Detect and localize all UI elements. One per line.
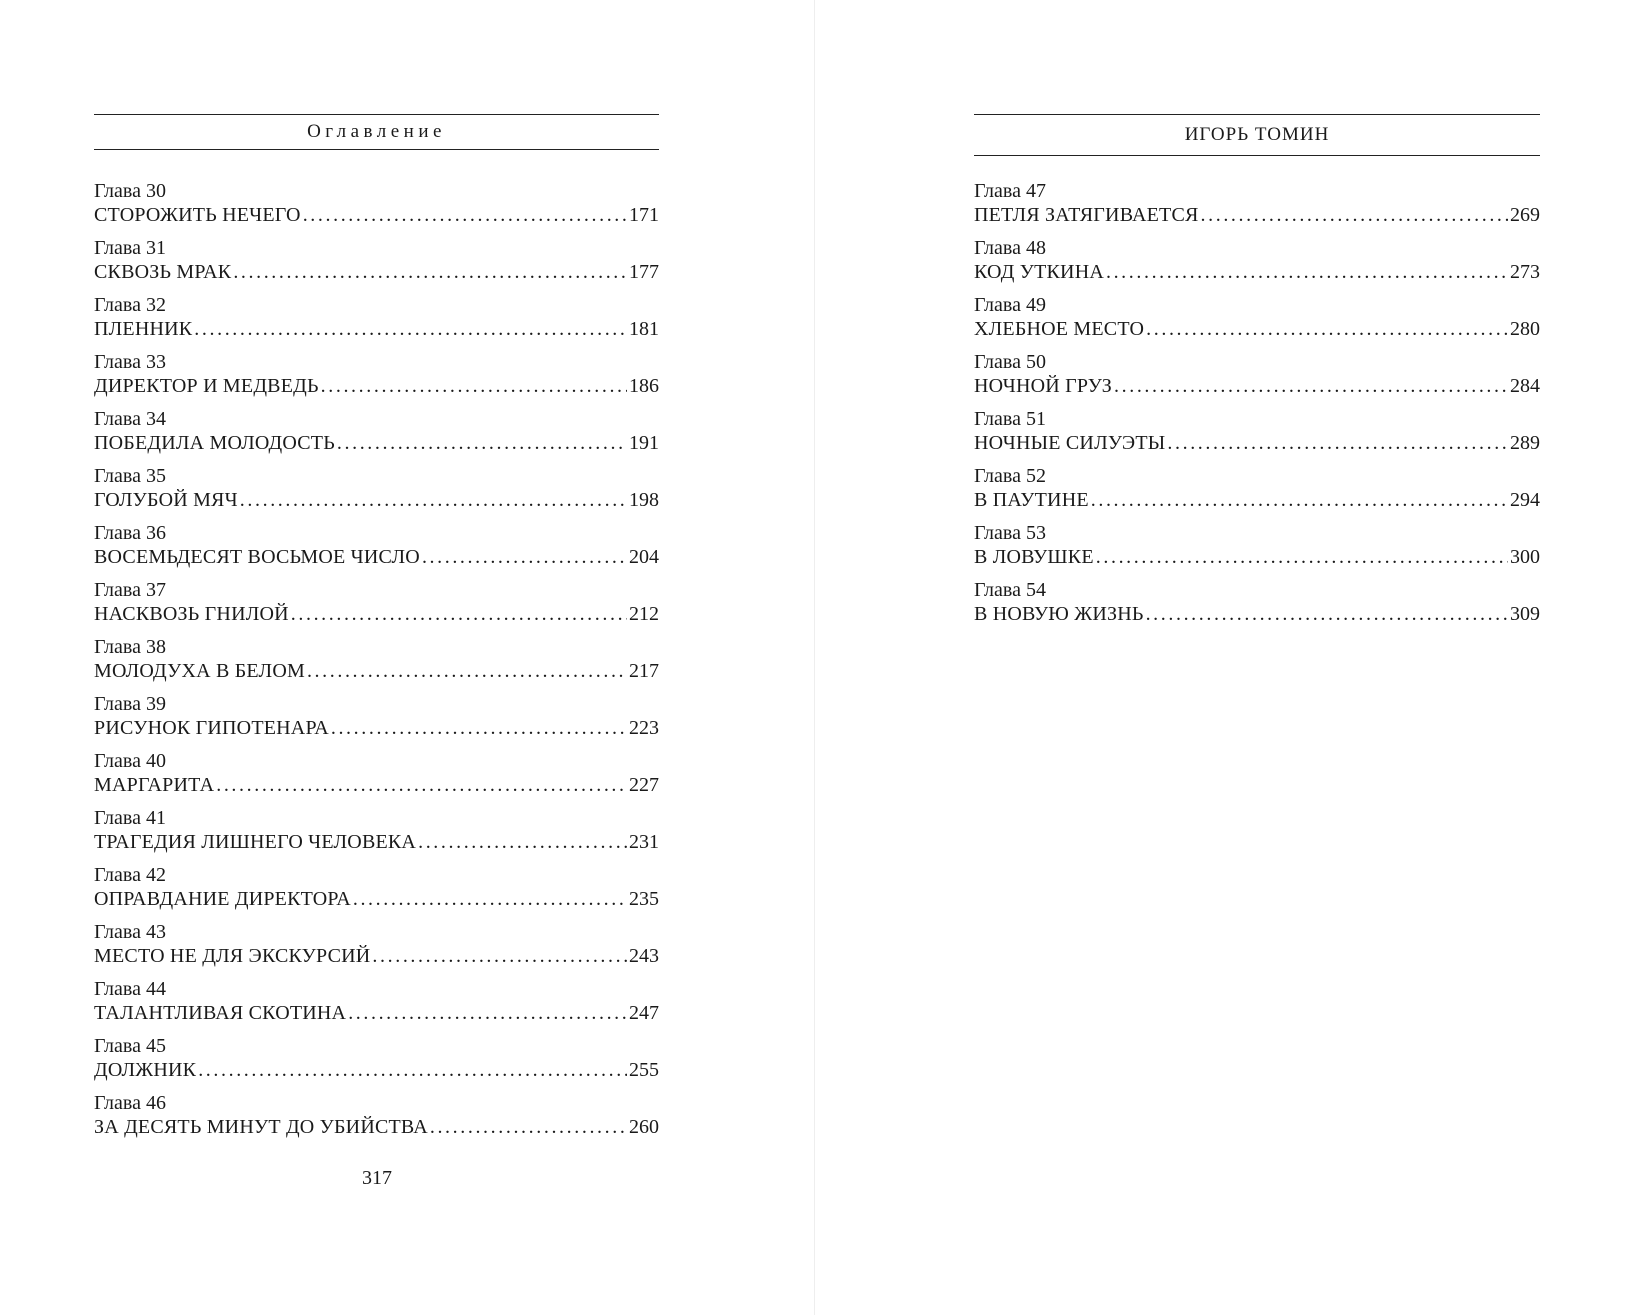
- chapter-title: НОЧНЫЕ СИЛУЭТЫ: [974, 432, 1166, 454]
- chapter-title: СКВОЗЬ МРАК: [94, 261, 232, 283]
- running-head-right: [974, 114, 1540, 156]
- chapter-title: ОПРАВДАНИЕ ДИРЕКТОРА: [94, 888, 351, 910]
- toc-entry[interactable]: [94, 693, 659, 750]
- chapter-label: Глава 47: [974, 180, 1046, 202]
- chapter-title: ЗА ДЕСЯТЬ МИНУТ ДО УБИЙСТВА: [94, 1116, 428, 1138]
- chapter-title: КОД УТКИНА: [974, 261, 1104, 283]
- toc-entry[interactable]: [94, 180, 659, 237]
- chapter-page-number: 227: [629, 774, 659, 796]
- toc-entry[interactable]: [94, 864, 659, 921]
- dot-leader: [233, 260, 627, 285]
- chapter-label: Глава 36: [94, 522, 166, 544]
- dot-leader: [1167, 431, 1508, 456]
- chapter-title-line: [94, 773, 659, 798]
- chapter-label: Глава 30: [94, 180, 166, 202]
- dot-leader: [194, 317, 627, 342]
- chapter-title-line: [94, 659, 659, 684]
- toc-entry[interactable]: [974, 294, 1540, 351]
- chapter-label: Глава 48: [974, 237, 1046, 259]
- chapter-label: Глава 54: [974, 579, 1046, 601]
- left-page: [0, 0, 814, 1315]
- chapter-title-line: [94, 1001, 659, 1026]
- dot-leader: [422, 545, 627, 570]
- chapter-label: Глава 43: [94, 921, 166, 943]
- running-head-title: Оглавление: [307, 121, 446, 142]
- chapter-title-line: [974, 602, 1540, 627]
- dot-leader: [1096, 545, 1508, 570]
- toc-entry[interactable]: [94, 579, 659, 636]
- chapter-page-number: 280: [1510, 318, 1540, 340]
- chapter-label: Глава 40: [94, 750, 166, 772]
- chapter-label: Глава 42: [94, 864, 166, 886]
- toc-entry[interactable]: [94, 750, 659, 807]
- toc-entry[interactable]: [974, 579, 1540, 636]
- chapter-title-line: [94, 374, 659, 399]
- chapter-title: ПЕТЛЯ ЗАТЯГИВАЕТСЯ: [974, 204, 1199, 226]
- chapter-title: НАСКВОЗЬ ГНИЛОЙ: [94, 603, 289, 625]
- chapter-label: Глава 39: [94, 693, 166, 715]
- dot-leader: [1201, 203, 1508, 228]
- chapter-label: Глава 52: [974, 465, 1046, 487]
- chapter-title: МЕСТО НЕ ДЛЯ ЭКСКУРСИЙ: [94, 945, 371, 967]
- dot-leader: [198, 1058, 627, 1083]
- chapter-title: ДИРЕКТОР И МЕДВЕДЬ: [94, 375, 319, 397]
- chapter-title-line: [94, 1058, 659, 1083]
- chapter-title-line: [94, 488, 659, 513]
- toc-entry[interactable]: [974, 408, 1540, 465]
- chapter-title: В ПАУТИНЕ: [974, 489, 1089, 511]
- chapter-label: Глава 46: [94, 1092, 166, 1114]
- chapter-label: Глава 38: [94, 636, 166, 658]
- chapter-page-number: 309: [1510, 603, 1540, 625]
- chapter-page-number: 181: [629, 318, 659, 340]
- toc-entry[interactable]: [94, 408, 659, 465]
- chapter-title: СТОРОЖИТЬ НЕЧЕГО: [94, 204, 301, 226]
- chapter-title: ДОЛЖНИК: [94, 1059, 197, 1081]
- chapter-label: Глава 45: [94, 1035, 166, 1057]
- chapter-page-number: 300: [1510, 546, 1540, 568]
- chapter-page-number: 177: [629, 261, 659, 283]
- chapter-title-line: [94, 887, 659, 912]
- dot-leader: [1106, 260, 1508, 285]
- dot-leader: [1146, 602, 1508, 627]
- chapter-page-number: 273: [1510, 261, 1540, 283]
- dot-leader: [430, 1115, 627, 1140]
- toc-entry[interactable]: [94, 1092, 659, 1149]
- chapter-title-line: [94, 260, 659, 285]
- toc-entry[interactable]: [94, 522, 659, 579]
- chapter-label: Глава 35: [94, 465, 166, 487]
- chapter-title: ПЛЕННИК: [94, 318, 193, 340]
- chapter-title: МАРГАРИТА: [94, 774, 215, 796]
- running-head-left: [94, 114, 659, 150]
- dot-leader: [1114, 374, 1508, 399]
- chapter-title-line: [974, 317, 1540, 342]
- toc-entry[interactable]: [974, 237, 1540, 294]
- chapter-label: Глава 32: [94, 294, 166, 316]
- chapter-title-line: [94, 317, 659, 342]
- chapter-title-line: [94, 1115, 659, 1140]
- toc-entry[interactable]: [974, 465, 1540, 522]
- toc-entry[interactable]: [974, 351, 1540, 408]
- toc-entry[interactable]: [94, 465, 659, 522]
- chapter-title: В НОВУЮ ЖИЗНЬ: [974, 603, 1144, 625]
- chapter-title: ТАЛАНТЛИВАЯ СКОТИНА: [94, 1002, 347, 1024]
- chapter-label: Глава 53: [974, 522, 1046, 544]
- chapter-label: Глава 33: [94, 351, 166, 373]
- chapter-title: НОЧНОЙ ГРУЗ: [974, 375, 1113, 397]
- toc-entry[interactable]: [94, 1035, 659, 1092]
- chapter-title: ХЛЕБНОЕ МЕСТО: [974, 318, 1145, 340]
- dot-leader: [240, 488, 627, 513]
- toc-entry[interactable]: [94, 636, 659, 693]
- toc-entry[interactable]: [94, 237, 659, 294]
- chapter-title: ВОСЕМЬДЕСЯТ ВОСЬМОЕ ЧИСЛО: [94, 546, 420, 568]
- toc-entry[interactable]: [94, 978, 659, 1035]
- dot-leader: [331, 716, 627, 741]
- dot-leader: [303, 203, 627, 228]
- chapter-label: Глава 31: [94, 237, 166, 259]
- chapter-page-number: 217: [629, 660, 659, 682]
- dot-leader: [348, 1001, 627, 1026]
- chapter-page-number: 191: [629, 432, 659, 454]
- chapter-page-number: 198: [629, 489, 659, 511]
- table-of-contents-right: [974, 180, 1540, 636]
- chapter-title-line: [974, 374, 1540, 399]
- chapter-label: Глава 51: [974, 408, 1046, 430]
- toc-entry[interactable]: [974, 180, 1540, 237]
- chapter-page-number: 269: [1510, 204, 1540, 226]
- chapter-page-number: 247: [629, 1002, 659, 1024]
- dot-leader: [418, 830, 627, 855]
- chapter-page-number: 171: [629, 204, 659, 226]
- chapter-title: ГОЛУБОЙ МЯЧ: [94, 489, 238, 511]
- chapter-label: Глава 37: [94, 579, 166, 601]
- chapter-page-number: 223: [629, 717, 659, 739]
- chapter-page-number: 294: [1510, 489, 1540, 511]
- chapter-title-line: [94, 602, 659, 627]
- toc-entry[interactable]: [94, 807, 659, 864]
- dot-leader: [1146, 317, 1508, 342]
- chapter-label: Глава 44: [94, 978, 166, 1000]
- chapter-title-line: [974, 545, 1540, 570]
- toc-entry[interactable]: [94, 921, 659, 978]
- chapter-title-line: [974, 203, 1540, 228]
- chapter-title-line: [974, 431, 1540, 456]
- chapter-title-line: [94, 830, 659, 855]
- chapter-page-number: 186: [629, 375, 659, 397]
- chapter-page-number: 260: [629, 1116, 659, 1138]
- chapter-title: В ЛОВУШКЕ: [974, 546, 1094, 568]
- dot-leader: [1091, 488, 1508, 513]
- chapter-title-line: [974, 488, 1540, 513]
- toc-entry[interactable]: [974, 522, 1540, 579]
- toc-entry[interactable]: [94, 294, 659, 351]
- chapter-title-line: [94, 716, 659, 741]
- chapter-title: ПОБЕДИЛА МОЛОДОСТЬ: [94, 432, 335, 454]
- chapter-page-number: 255: [629, 1059, 659, 1081]
- dot-leader: [291, 602, 627, 627]
- right-page: [815, 0, 1629, 1315]
- toc-entry[interactable]: [94, 351, 659, 408]
- chapter-label: Глава 41: [94, 807, 166, 829]
- chapter-title: ТРАГЕДИЯ ЛИШНЕГО ЧЕЛОВЕКА: [94, 831, 417, 853]
- chapter-title-line: [94, 203, 659, 228]
- chapter-page-number: 243: [629, 945, 659, 967]
- chapter-label: Глава 49: [974, 294, 1046, 316]
- chapter-label: Глава 34: [94, 408, 166, 430]
- dot-leader: [216, 773, 627, 798]
- chapter-page-number: 231: [629, 831, 659, 853]
- dot-leader: [307, 659, 627, 684]
- chapter-page-number: 204: [629, 546, 659, 568]
- chapter-page-number: 235: [629, 888, 659, 910]
- dot-leader: [321, 374, 627, 399]
- table-of-contents-left: [94, 180, 659, 1149]
- chapter-title: РИСУНОК ГИПОТЕНАРА: [94, 717, 329, 739]
- running-head-author: ИГОРЬ ТОМИН: [1184, 124, 1330, 145]
- chapter-title: МОЛОДУХА В БЕЛОМ: [94, 660, 305, 682]
- page-number: 317: [362, 1167, 392, 1189]
- dot-leader: [353, 887, 627, 912]
- dot-leader: [372, 944, 627, 969]
- chapter-title-line: [94, 431, 659, 456]
- chapter-title-line: [94, 545, 659, 570]
- chapter-title-line: [974, 260, 1540, 285]
- chapter-page-number: 284: [1510, 375, 1540, 397]
- chapter-label: Глава 50: [974, 351, 1046, 373]
- chapter-page-number: 212: [629, 603, 659, 625]
- dot-leader: [337, 431, 627, 456]
- chapter-page-number: 289: [1510, 432, 1540, 454]
- chapter-title-line: [94, 944, 659, 969]
